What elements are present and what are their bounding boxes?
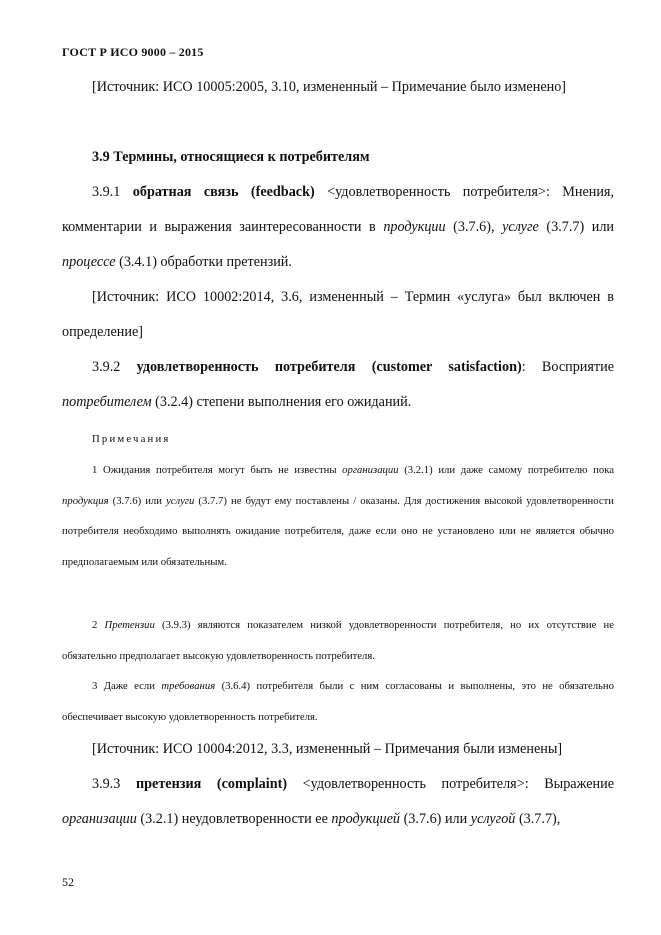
term-3-9-2: 3.9.2 удовлетворенность потребителя (customer satisfaction): Восприятие потребителем (3.2.4) степени выполнения его ожиданий. [62,359,615,411]
source-note-2: [Источник: ИСО 10002:2014, 3.6, измененный – Термин «услуга» был включен в определение] [62,289,614,341]
term-reference: продукция [62,494,109,507]
section-heading [62,140,614,175]
notes-label-row [62,424,614,455]
term-reference: продукции [383,219,446,236]
source-note-1: [Источник: ИСО 10005:2005, 3.10, измененный – Примечание было изменено] [92,79,567,95]
notes-label: Примечания [92,433,171,445]
term-reference: процессе [62,254,116,271]
term-reference: продукцией [331,811,401,828]
page-number: 52 [62,875,74,889]
term-reference: требования [161,680,216,692]
term-3-9-3: 3.9.3 претензия (complaint) <удовлетворенность потребителя>: Выражение организации (3.2.1) неудовлетворенности ее продукцией (3.7.6) или услугой (3.7.7), [62,776,615,828]
term-number: 3.9.2 [92,359,121,375]
term-reference: организации [342,464,399,476]
document-header: ГОСТ Р ИСО 9000 – 2015 [62,45,204,59]
section-title: 3.9 Термины, относящиеся к потребителям [92,149,370,165]
term-reference: услугой [470,811,516,828]
term-name: удовлетворенность потребителя (customer satisfaction) [136,359,522,375]
term-reference: услуге [502,219,539,236]
term-number: 3.9.1 [92,184,121,200]
term-3-9-1: 3.9.1 обратная связь (feedback) <удовлетворенность потребителя>: Мнения, комментарии и выражения заинтересованности в продукции (3.7.6), услуге (3.7.7) или процессе (3.4.1) обработки претензий. [62,184,615,271]
term-number: 3.9.3 [92,776,121,792]
note-3: 3 Даже если требования (3.6.4) потребителя были с ним согласованы и выполнены, это не обязательно обеспечивает высокую удовлетворенность потребителя. [62,680,614,723]
term-name: претензия (complaint) [135,776,288,792]
term-reference: услуги [166,494,195,507]
term-reference: организации [62,811,137,828]
term-name: обратная связь (feedback) [132,184,315,200]
source-note-3: [Источник: ИСО 10004:2012, 3.3, измененный – Примечания были изменены] [92,741,563,757]
term-reference: потребителем [62,394,152,411]
note-2: 2 Претензии (3.9.3) являются показателем низкой удовлетворенности потребителя, но их отсутствие не обязательно предполагает высокую удовлетворенность потребителя. [62,619,615,662]
term-reference: Претензии [104,619,155,631]
note-1: 1 Ожидания потребителя могут быть не известны организации (3.2.1) или даже самому потребителю пока продукция (3.7.6) или услуги (3.7.7) не будут ему поставлены / оказаны. Для достижения высокой удовлетворенности потребителя необходимо выполнять ожидание потребителя, даже если оно не установлено или не является обычно предполагаемым или обязательным. [62,464,615,568]
